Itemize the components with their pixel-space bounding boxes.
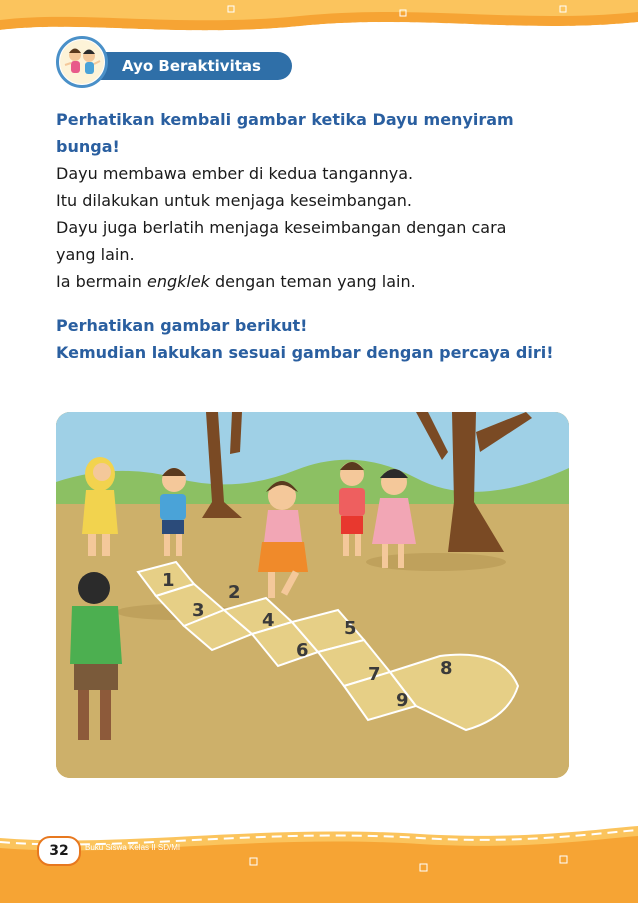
engklek-prefix: Ia bermain bbox=[56, 272, 147, 291]
section-title: Ayo Beraktivitas bbox=[122, 57, 261, 75]
body-line: Dayu juga berlatih menjaga keseimbangan dengan cara bbox=[56, 218, 507, 237]
hopscotch-number: 5 bbox=[344, 618, 357, 639]
hopscotch-number: 7 bbox=[368, 664, 381, 685]
hopscotch-number: 4 bbox=[262, 610, 275, 631]
engklek-suffix: dengan teman yang lain. bbox=[209, 272, 416, 291]
hopscotch-illustration bbox=[56, 412, 569, 778]
engklek-term: engklek bbox=[146, 272, 210, 291]
hopscotch-number: 3 bbox=[192, 600, 205, 621]
hopscotch-number: 9 bbox=[396, 690, 409, 711]
body-line: yang lain. bbox=[56, 245, 135, 264]
instruction-line: Perhatikan gambar berikut! bbox=[56, 316, 308, 335]
hopscotch-number: 6 bbox=[296, 640, 309, 661]
page-number: 32 bbox=[37, 836, 81, 866]
body-line: Dayu membawa ember di kedua tangannya. bbox=[56, 164, 414, 183]
intro-line: Perhatikan kembali gambar ketika Dayu menyiram bbox=[56, 110, 514, 129]
hopscotch-number: 1 bbox=[162, 570, 175, 591]
book-title: Buku Siswa Kelas II SD/MI bbox=[85, 843, 181, 852]
hopscotch-number: 8 bbox=[440, 658, 453, 679]
section-header bbox=[56, 36, 296, 86]
intro-line-cont: bunga! bbox=[56, 137, 120, 156]
hopscotch-number: 2 bbox=[228, 582, 241, 603]
body-line: Itu dilakukan untuk menjaga keseimbangan. bbox=[56, 191, 412, 210]
instruction-line: Kemudian lakukan sesuai gambar dengan percaya diri! bbox=[56, 343, 554, 362]
kids-activity-icon bbox=[56, 36, 108, 88]
body-line-engklek bbox=[56, 268, 576, 295]
activity-text bbox=[56, 106, 576, 366]
footer-decorative-band bbox=[0, 812, 638, 903]
top-decorative-band bbox=[0, 0, 638, 40]
